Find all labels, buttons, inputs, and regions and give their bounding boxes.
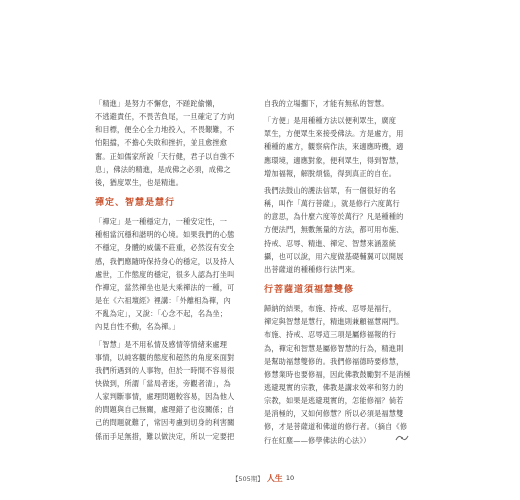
text-line: 稱，叫作「萬行菩薩」，就是修行六度萬行 — [264, 199, 400, 209]
issue-number: 【505期】 — [231, 474, 264, 483]
magazine-logo: 人生 — [266, 473, 283, 483]
text-line: 是消極的，又如何修慧？所以必須是福慧雙 — [264, 409, 404, 419]
text-line: 己的問題就難了，常因考慮到切身的利害關 — [95, 418, 235, 428]
text-line: 種相當沉穩和諧明的心境。如果我們的心態 — [95, 230, 235, 240]
text-line: 我們所遇到的人事物，但於一時間不容易很 — [95, 365, 235, 375]
text-line: 「禪定」是一種穩定力，一種安定性，一 — [95, 217, 228, 227]
paragraph-summary — [264, 302, 442, 447]
text-line: 和目標，便全心全力地投入，不畏艱難，不 — [95, 125, 235, 135]
paragraph-skillful-means — [264, 114, 442, 180]
section-heading-meditation-wisdom: 禪定、智慧是慧行 — [95, 198, 176, 209]
paragraph-continuation — [264, 97, 442, 110]
text-line: 增加福報，解脫煩惱，得到真正的自在。 — [264, 168, 397, 178]
paragraph-perseverance — [95, 97, 273, 189]
text-line: 係而手足無措，難以做決定，所以一定要把 — [95, 431, 235, 441]
text-line: 修，才是菩薩道和佛道的修行者。（摘自《修 — [264, 422, 408, 432]
text-line: 內見自性不動，名為禪。」 — [95, 322, 180, 332]
text-line: 感，我們應隨時保持身心的穩定，以及持人 — [95, 256, 235, 266]
text-line: 人家判斷事情，處理問題較容易，因為他人 — [95, 392, 235, 402]
text-line: 修慧業時也要修福，因此佛教鼓勵對不是消極 — [264, 369, 411, 379]
text-line: 出菩薩道的種種修行法門來。 — [264, 264, 360, 274]
text-line: 事情，以純客觀的態度和超然的角度來面對 — [95, 352, 235, 362]
text-line: 眾生，方便眾生來接受佛法。方是處方，用 — [264, 129, 404, 139]
text-line: 宗教，如果是逃避現實的，怎能修福？倘若 — [264, 396, 404, 406]
text-line: 禪定與智慧是慧行，精進則兼顧福慧兩門。 — [264, 317, 404, 327]
decorative-seal-icon — [395, 428, 409, 438]
text-line: 「智慧」是不用私情及感情等情緒來處理 — [95, 339, 228, 349]
text-line: 怕阻擋，不擔心失敗和挫折，並且愈挫愈 — [95, 138, 228, 148]
paragraph-bodhisattva — [264, 184, 442, 276]
text-line: 不逃避責任，不畏苦負尾，一旦確定了方向 — [95, 112, 235, 122]
text-line: 方便法門，無數無量的方法，都可用布施、 — [264, 225, 404, 235]
text-line: 是在《六祖壇經》裡講：「外離相為禪，內 — [95, 296, 231, 306]
left-column — [95, 97, 273, 443]
text-line: 是幫助福慧雙修的。我們修福德時要修慧， — [264, 356, 404, 366]
page-number: 10 — [285, 474, 295, 482]
text-line: 後，猶度眾生，也是精進。 — [95, 177, 184, 187]
text-line: 「精進」是努力不懈怠，不蹉跎偷懶， — [95, 99, 220, 108]
text-line: 應環境，適應對象，便利眾生，得到智慧， — [264, 155, 404, 165]
text-line: 快做到，所謂「當局者迷，旁觀者清」，為 — [95, 378, 231, 388]
text-line: 為，禪定和智慧是屬修智慧的行為，精進則 — [264, 343, 404, 353]
text-line: 歸納的結果，布施、持戒、忍辱是福行， — [264, 304, 397, 314]
page-footer — [218, 471, 308, 485]
text-line: 「方便」是用種種方法以便利眾生，廣度 — [264, 116, 397, 126]
text-line: 息」，佛法的精進，是成佛之必須，成佛之 — [95, 164, 231, 174]
text-line: 的問題與自己無關，處理錯了也沒關係；自 — [95, 405, 235, 415]
text-line: 不穩定，身體的威儀不莊重，必然沒有安全 — [95, 243, 235, 253]
text-line: 的意思，為什麼六度等於萬行？凡是種種的 — [264, 212, 404, 222]
text-line: 處世，工作態度的穩定，很多人認為打坐叫 — [95, 269, 235, 279]
text-line: 不亂為定」，又說：「心念不起，名為坐； — [95, 309, 228, 319]
text-line: 我們法鼓山的護法信眾，有一個很好的名 — [264, 185, 397, 195]
text-line: 攝，也可以說，用六度做基礎輔翼可以開展 — [264, 251, 404, 261]
text-line: 自我的立場擱下，才能有無私的智慧。 — [264, 99, 389, 108]
right-column — [264, 97, 442, 447]
paragraph-wisdom — [95, 338, 273, 443]
text-line: 逃避現實的宗教，佛教是講求效率和努力的 — [264, 382, 404, 392]
paragraph-meditation — [95, 215, 273, 333]
text-line: 種種的處方，觀察病作法，來適應時機，適 — [264, 142, 404, 152]
text-line: 作禪定，當然禪坐也是大乘禪法的一種，可 — [95, 282, 235, 292]
text-line: 布施、持戒、忍辱這三項是屬修福報的行 — [264, 330, 397, 340]
section-heading-merit-wisdom: 行菩薩道須福慧雙修 — [264, 285, 355, 296]
text-line: 奮。正如儒家所說「天行健，君子以自強不 — [95, 151, 235, 161]
text-line: 行在紅塵——修學佛法的心法》） — [264, 435, 371, 445]
text-line: 持戒、忍辱、精進、禪定、智慧來涵蓋統 — [264, 238, 397, 248]
